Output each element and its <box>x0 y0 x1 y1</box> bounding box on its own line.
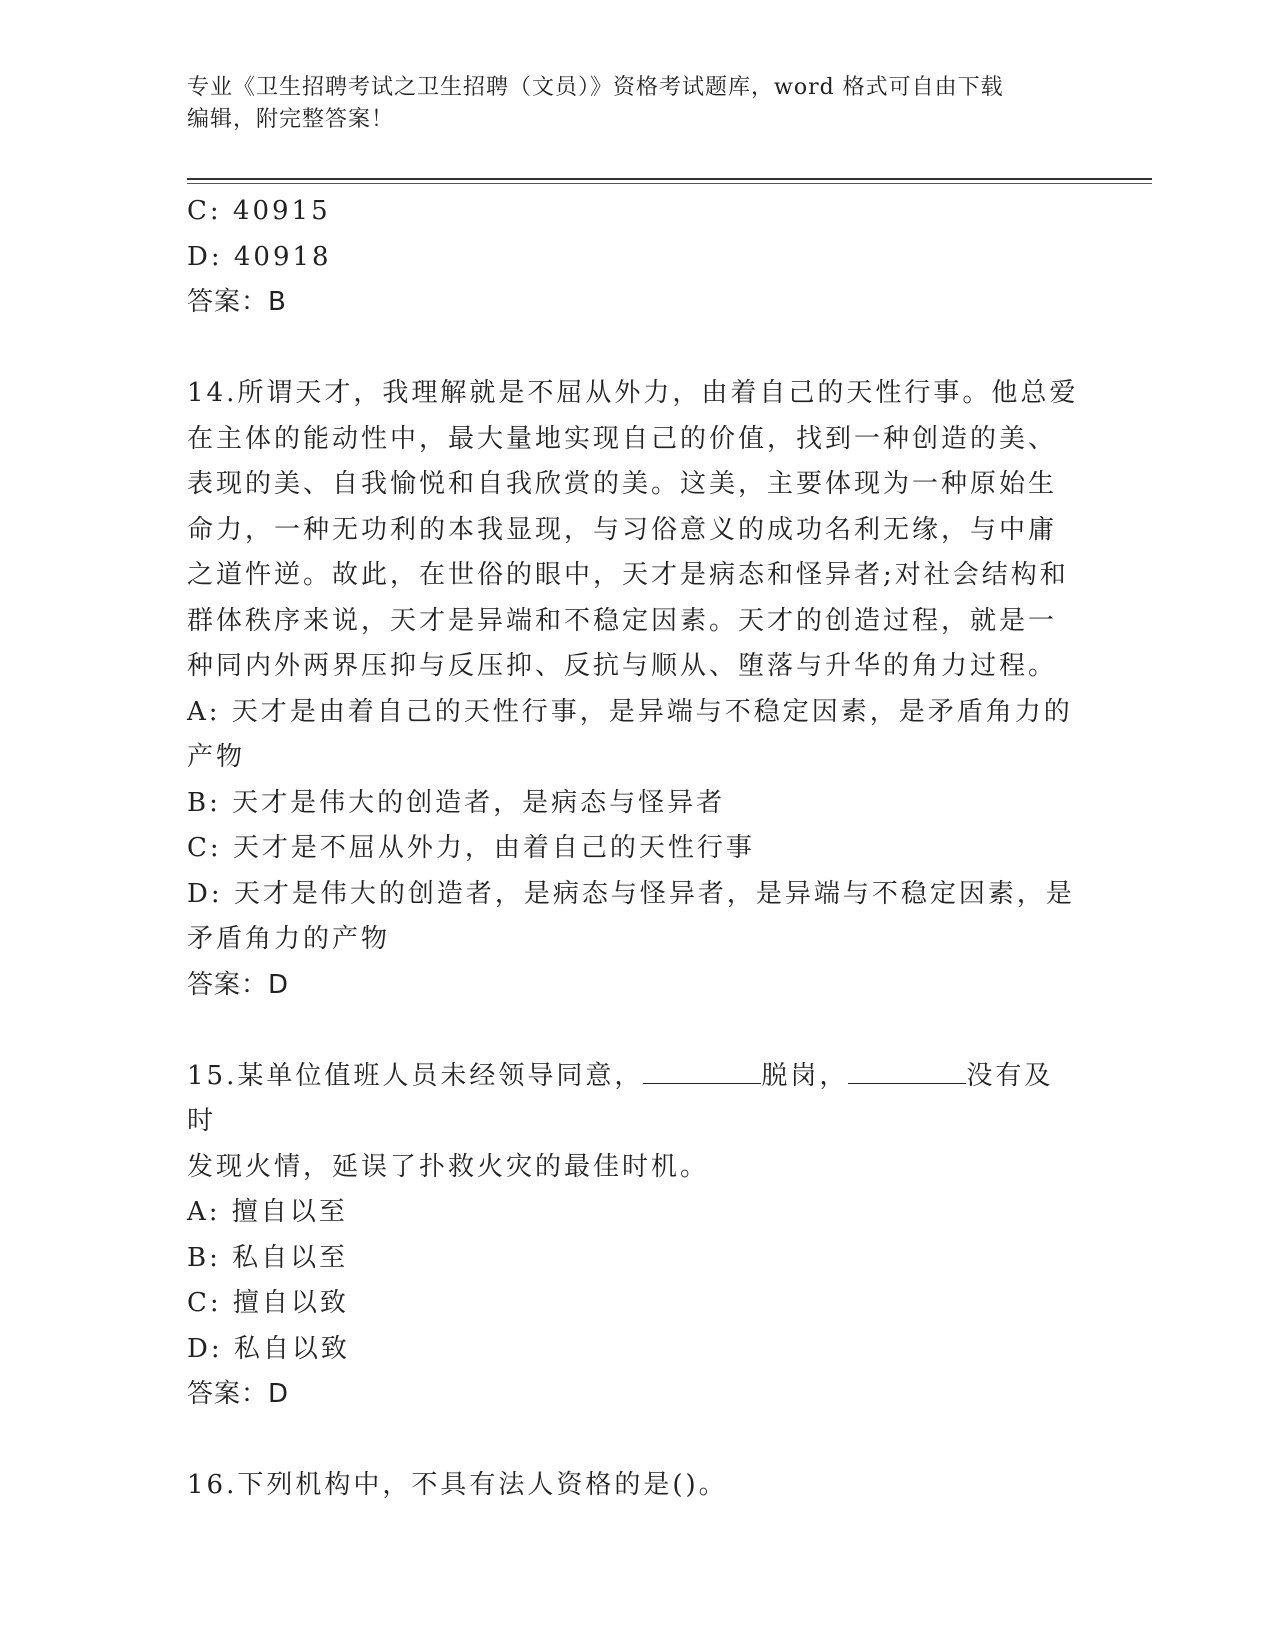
fill-blank-2 <box>848 1061 966 1084</box>
option-c: C: 天才是不屈从外力，由着自己的天性行事 <box>187 833 755 863</box>
option-a: A: 天才是由着自己的天性行事，是异端与不稳定因素，是矛盾角力的 <box>187 696 1073 727</box>
stem-text: 脱岗， <box>761 1060 849 1091</box>
option-d: D: 40918 <box>187 241 332 272</box>
option-b: B: 私自以至 <box>187 1242 349 1273</box>
option-d: D: 天才是伟大的创造者，是病态与怪异者，是异端与不稳定因素，是 <box>187 878 1075 909</box>
question-15 <box>187 1054 1082 1418</box>
answer-line: 答案：D <box>187 969 290 1000</box>
fill-blank-1 <box>643 1061 761 1084</box>
answer-line: 答案：B <box>187 287 287 317</box>
spacer <box>187 326 1082 372</box>
question-stem-line: 16.下列机构中，不具有法人资格的是()。 <box>187 1470 728 1500</box>
header-line-2: 编辑，附完整答案！ <box>187 107 395 132</box>
stem-text: 15.某单位值班人员未经领导同意， <box>187 1060 644 1091</box>
option-d: D: 私自以致 <box>187 1333 350 1364</box>
question-stem-line: 种同内外两界压抑与反压抑、反抗与顺从、堕落与升华的角力过程。 <box>187 651 1058 681</box>
question-stem-line <box>187 1054 1082 1145</box>
question-stem-line: 发现火情，延误了扑救火灾的最佳时机。 <box>187 1151 710 1182</box>
question-stem-line: 群体秩序来说，天才是异端和不稳定因素。天才的创造过程，就是一 <box>187 605 1058 636</box>
question-stem-line: 之道忤逆。故此，在世俗的眼中，天才是病态和怪异者;对社会结构和 <box>187 560 1069 590</box>
header-line-1: 专业《卫生招聘考试之卫生招聘（文员）》资格考试题库，word 格式可自由下载 <box>187 75 1004 100</box>
option-d-continued: 矛盾角力的产物 <box>187 924 391 954</box>
question-13-tail <box>187 189 1082 326</box>
option-c: C: 擅自以致 <box>187 1288 349 1318</box>
spacer <box>187 1008 1082 1054</box>
header-divider-thick <box>187 178 1152 180</box>
question-content <box>187 189 1082 1509</box>
question-stem-line: 命力，一种无功利的本我显现，与习俗意义的成功名利无缘，与中庸 <box>187 514 1058 545</box>
question-stem-line: 在主体的能动性中，最大量地实现自己的价值，找到一种创造的美、 <box>187 423 1058 454</box>
header-divider-thin <box>187 183 1152 184</box>
stem-text: 没有及时 <box>187 1060 1054 1136</box>
question-14 <box>187 371 1082 1008</box>
question-16 <box>187 1463 1082 1509</box>
document-header <box>187 72 1087 136</box>
option-a: A: 擅自以至 <box>187 1197 348 1227</box>
option-c: C: 40915 <box>187 196 331 226</box>
question-stem-line: 表现的美、自我愉悦和自我欣赏的美。这美，主要体现为一种原始生 <box>187 469 1058 499</box>
spacer <box>187 1418 1082 1464</box>
option-b: B: 天才是伟大的创造者，是病态与怪异者 <box>187 787 726 818</box>
question-stem-line: 14.所谓天才，我理解就是不屈从外力，由着自己的天性行事。他总爱 <box>187 378 1079 408</box>
option-a-continued: 产物 <box>187 742 246 772</box>
answer-line: 答案：D <box>187 1379 290 1409</box>
